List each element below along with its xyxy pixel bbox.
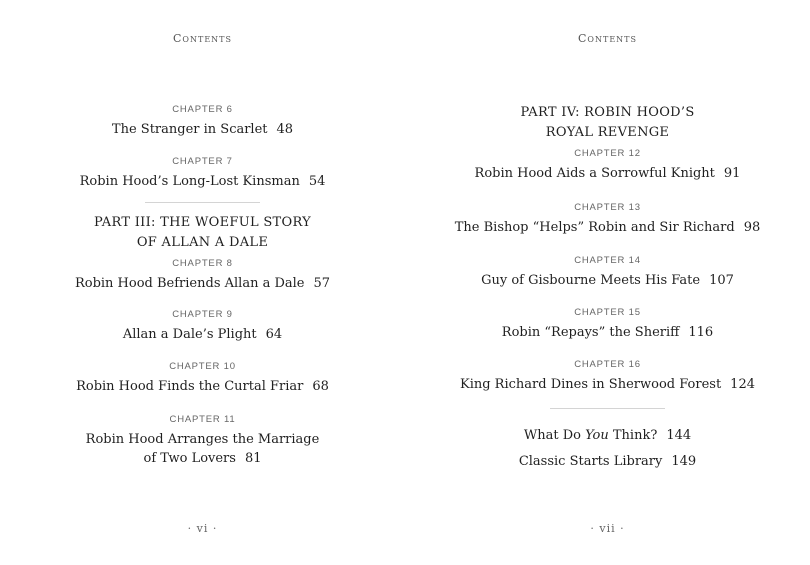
- part-title-line2: OF ALLAN A DALE: [136, 235, 269, 250]
- right-page: [405, 0, 810, 565]
- divider-rule: [550, 408, 665, 409]
- chapter-label: CHAPTER 8: [172, 258, 233, 269]
- chapter-title: The Bishop “Helps” Robin and Sir Richard: [454, 220, 735, 235]
- part-heading: [0, 213, 405, 253]
- part-title-line1: PART IV: ROBIN HOOD’S: [520, 105, 695, 120]
- chapter-title: Robin “Repays” the Sheriff: [501, 325, 680, 340]
- running-head: Contents: [578, 32, 637, 45]
- chapter-label: CHAPTER 15: [574, 307, 641, 318]
- running-head: Contents: [173, 32, 232, 45]
- toc-entry-chapter-15[interactable]: [405, 307, 810, 342]
- chapter-title: Robin Hood’s Long-Lost Kinsman: [79, 174, 300, 189]
- toc-entry-classic-starts-library[interactable]: [405, 447, 810, 471]
- page-number: 98: [743, 220, 761, 235]
- toc-entry-chapter-7[interactable]: [0, 156, 405, 191]
- part-title-line1: PART III: THE WOEFUL STORY: [93, 215, 312, 230]
- toc-entry-chapter-12[interactable]: [405, 148, 810, 183]
- back-matter-title-post: Think?: [608, 428, 658, 443]
- part-heading: [405, 103, 810, 143]
- part-title-line2: ROYAL REVENGE: [545, 125, 670, 140]
- chapter-title: Guy of Gisbourne Meets His Fate: [481, 273, 701, 288]
- chapter-title-line: [0, 430, 405, 468]
- chapter-title-line: [405, 164, 810, 183]
- chapter-title-line: [0, 274, 405, 293]
- chapter-title: Robin Hood Aids a Sorrowful Knight: [474, 166, 715, 181]
- chapter-title-line: [405, 323, 810, 342]
- page-folio: · vi ·: [187, 522, 218, 535]
- chapter-title-line: [0, 172, 405, 191]
- chapter-title-line2: of Two Lovers: [143, 451, 236, 466]
- chapter-title-line: [405, 218, 810, 237]
- page-number: 116: [688, 325, 714, 340]
- chapter-title-line1: Robin Hood Arranges the Marriage: [85, 432, 320, 447]
- toc-entry-chapter-16[interactable]: [405, 359, 810, 394]
- chapter-title: Robin Hood Finds the Curtal Friar: [76, 379, 304, 394]
- chapter-label: CHAPTER 14: [574, 255, 641, 266]
- chapter-title-line: [0, 377, 405, 396]
- toc-entry-chapter-6[interactable]: [0, 104, 405, 139]
- chapter-title-line: [0, 325, 405, 344]
- page-number: 64: [265, 327, 283, 342]
- chapter-label: CHAPTER 9: [172, 309, 233, 320]
- page-number: 54: [308, 174, 326, 189]
- chapter-title: Robin Hood Befriends Allan a Dale: [74, 276, 305, 291]
- chapter-label: CHAPTER 16: [574, 359, 641, 370]
- page-number: 124: [730, 377, 755, 392]
- page-number: 149: [671, 454, 697, 469]
- page-number: 107: [709, 273, 734, 288]
- back-matter-title: Classic Starts Library: [518, 454, 663, 469]
- page-folio: · vii ·: [590, 522, 625, 535]
- page-number: 48: [276, 122, 294, 137]
- toc-entry-chapter-14[interactable]: [405, 255, 810, 290]
- page-number: 144: [666, 428, 692, 443]
- toc-entry-chapter-11[interactable]: [0, 414, 405, 468]
- chapter-label: CHAPTER 7: [172, 156, 233, 167]
- chapter-label: CHAPTER 6: [172, 104, 233, 115]
- page-number: 81: [244, 451, 262, 466]
- page-number: 91: [723, 166, 741, 181]
- chapter-label: CHAPTER 13: [574, 202, 641, 213]
- back-matter-title-line: [405, 452, 810, 471]
- toc-entry-chapter-8[interactable]: [0, 258, 405, 293]
- chapter-title-line: [0, 120, 405, 139]
- back-matter-title-emphasis: You: [585, 428, 609, 443]
- chapter-title: Allan a Dale’s Plight: [122, 327, 257, 342]
- chapter-label: CHAPTER 12: [574, 148, 641, 159]
- chapter-title-line: [405, 375, 810, 394]
- chapter-title: King Richard Dines in Sherwood Forest: [459, 377, 722, 392]
- page-number: 68: [312, 379, 329, 394]
- toc-entry-chapter-9[interactable]: [0, 309, 405, 344]
- chapter-label: CHAPTER 10: [169, 361, 236, 372]
- toc-entry-chapter-10[interactable]: [0, 361, 405, 396]
- toc-entry-chapter-13[interactable]: [405, 202, 810, 237]
- divider-rule: [145, 202, 260, 203]
- chapter-title: The Stranger in Scarlet: [111, 122, 268, 137]
- chapter-title-line: [405, 271, 810, 290]
- back-matter-title-line: [405, 426, 810, 445]
- page-number: 57: [313, 276, 331, 291]
- back-matter-title-pre: What Do: [523, 428, 586, 443]
- chapter-label: CHAPTER 11: [169, 414, 236, 425]
- toc-entry-what-do-you-think[interactable]: [405, 421, 810, 445]
